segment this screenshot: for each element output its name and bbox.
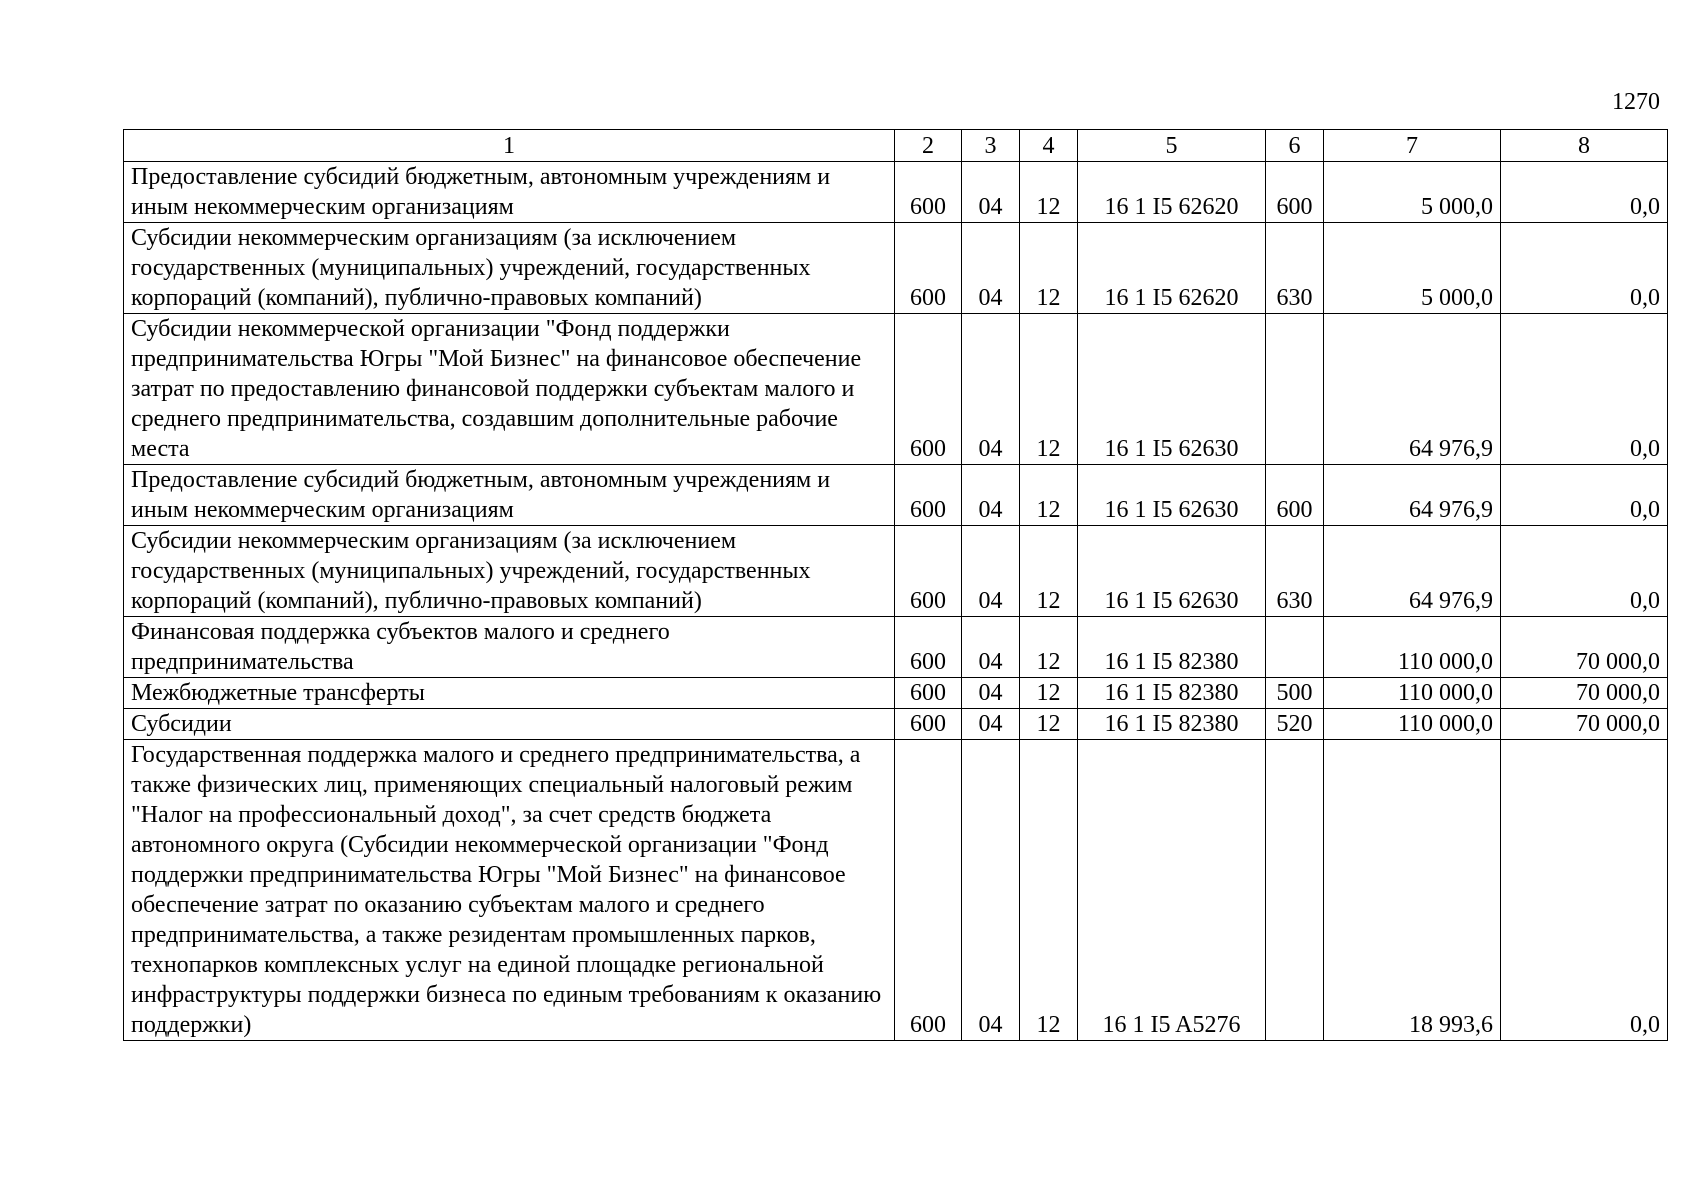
row-col-3: 04 xyxy=(962,162,1020,223)
row-col-8: 70 000,0 xyxy=(1501,678,1668,709)
row-col-7: 18 993,6 xyxy=(1324,740,1501,1041)
header-col-2: 2 xyxy=(895,130,962,162)
header-col-4: 4 xyxy=(1020,130,1078,162)
row-col-4: 12 xyxy=(1020,709,1078,740)
row-col-6: 600 xyxy=(1266,162,1324,223)
row-col-7: 64 976,9 xyxy=(1324,465,1501,526)
row-name: Субсидии некоммерческим организациям (за исключением государственных (муниципальных) учреждений, государственных корпораций (компаний), публично-правовых компаний) xyxy=(124,223,895,314)
row-name: Предоставление субсидий бюджетным, автономным учреждениям и иным некоммерческим организациям xyxy=(124,162,895,223)
row-col-7: 64 976,9 xyxy=(1324,526,1501,617)
row-col-6: 600 xyxy=(1266,465,1324,526)
row-col-8: 70 000,0 xyxy=(1501,709,1668,740)
row-col-6 xyxy=(1266,314,1324,465)
row-col-2: 600 xyxy=(895,162,962,223)
row-col-6: 630 xyxy=(1266,223,1324,314)
row-name: Межбюджетные трансферты xyxy=(124,678,895,709)
row-col-2: 600 xyxy=(895,740,962,1041)
row-col-2: 600 xyxy=(895,678,962,709)
row-col-3: 04 xyxy=(962,740,1020,1041)
row-col-2: 600 xyxy=(895,314,962,465)
header-row xyxy=(124,130,1668,162)
row-col-8: 0,0 xyxy=(1501,740,1668,1041)
row-col-5: 16 1 I5 82380 xyxy=(1078,709,1266,740)
row-col-5: 16 1 I5 82380 xyxy=(1078,678,1266,709)
row-col-3: 04 xyxy=(962,223,1020,314)
row-col-7: 110 000,0 xyxy=(1324,678,1501,709)
header-col-8: 8 xyxy=(1501,130,1668,162)
row-col-3: 04 xyxy=(962,526,1020,617)
row-col-7: 110 000,0 xyxy=(1324,617,1501,678)
table-row xyxy=(124,314,1668,465)
row-col-7: 64 976,9 xyxy=(1324,314,1501,465)
table-row xyxy=(124,617,1668,678)
row-col-8: 0,0 xyxy=(1501,162,1668,223)
row-name: Субсидии xyxy=(124,709,895,740)
row-col-6 xyxy=(1266,617,1324,678)
row-col-2: 600 xyxy=(895,709,962,740)
row-col-6 xyxy=(1266,740,1324,1041)
table-body xyxy=(124,162,1668,1041)
row-col-3: 04 xyxy=(962,678,1020,709)
header-col-1: 1 xyxy=(124,130,895,162)
row-col-7: 5 000,0 xyxy=(1324,162,1501,223)
page-number: 1270 xyxy=(1612,89,1660,115)
row-name: Субсидии некоммерческим организациям (за исключением государственных (муниципальных) учреждений, государственных корпораций (компаний), публично-правовых компаний) xyxy=(124,526,895,617)
table-row xyxy=(124,740,1668,1041)
row-col-5: 16 1 I5 62620 xyxy=(1078,162,1266,223)
row-col-5: 16 1 I5 82380 xyxy=(1078,617,1266,678)
row-name: Финансовая поддержка субъектов малого и среднего предпринимательства xyxy=(124,617,895,678)
row-col-8: 0,0 xyxy=(1501,526,1668,617)
row-col-4: 12 xyxy=(1020,465,1078,526)
table-row xyxy=(124,223,1668,314)
row-col-4: 12 xyxy=(1020,617,1078,678)
table-row xyxy=(124,526,1668,617)
row-col-6: 520 xyxy=(1266,709,1324,740)
row-col-6: 500 xyxy=(1266,678,1324,709)
row-col-3: 04 xyxy=(962,465,1020,526)
row-col-4: 12 xyxy=(1020,223,1078,314)
row-col-8: 0,0 xyxy=(1501,465,1668,526)
row-col-2: 600 xyxy=(895,526,962,617)
row-col-5: 16 1 I5 62630 xyxy=(1078,314,1266,465)
table-row xyxy=(124,465,1668,526)
row-col-7: 110 000,0 xyxy=(1324,709,1501,740)
header-col-7: 7 xyxy=(1324,130,1501,162)
row-col-2: 600 xyxy=(895,617,962,678)
row-name: Государственная поддержка малого и среднего предпринимательства, а также физических лиц, применяющих специальный налоговый режим "Налог на профессиональный доход", за счет средств бюджета автономного округа (Субсидии некоммерческой организации "Фонд поддержки предпринимательства Югры "Мой Бизнес" на финансовое обеспечение затрат по оказанию субъектам малого и среднего предпринимательства, а также резидентам промышленных парков, технопарков комплексных услуг на единой площадке региональной инфраструктуры поддержки бизнеса по единым требованиям к оказанию поддержки) xyxy=(124,740,895,1041)
table-header xyxy=(124,130,1668,162)
row-col-5: 16 1 I5 62620 xyxy=(1078,223,1266,314)
header-col-6: 6 xyxy=(1266,130,1324,162)
header-col-5: 5 xyxy=(1078,130,1266,162)
row-col-5: 16 1 I5 62630 xyxy=(1078,526,1266,617)
row-name: Предоставление субсидий бюджетным, автономным учреждениям и иным некоммерческим организациям xyxy=(124,465,895,526)
row-col-4: 12 xyxy=(1020,678,1078,709)
row-col-3: 04 xyxy=(962,617,1020,678)
header-col-3: 3 xyxy=(962,130,1020,162)
row-col-8: 0,0 xyxy=(1501,314,1668,465)
row-col-3: 04 xyxy=(962,709,1020,740)
row-col-7: 5 000,0 xyxy=(1324,223,1501,314)
budget-table xyxy=(123,129,1668,1041)
row-col-5: 16 1 I5 62630 xyxy=(1078,465,1266,526)
row-col-8: 70 000,0 xyxy=(1501,617,1668,678)
row-col-3: 04 xyxy=(962,314,1020,465)
row-col-4: 12 xyxy=(1020,740,1078,1041)
row-col-8: 0,0 xyxy=(1501,223,1668,314)
row-col-5: 16 1 I5 A5276 xyxy=(1078,740,1266,1041)
row-name: Субсидии некоммерческой организации "Фонд поддержки предпринимательства Югры "Мой Бизнес" на финансовое обеспечение затрат по предоставлению финансовой поддержки субъектам малого и среднего предпринимательства, создавшим дополнительные рабочие места xyxy=(124,314,895,465)
row-col-6: 630 xyxy=(1266,526,1324,617)
table-row xyxy=(124,162,1668,223)
row-col-4: 12 xyxy=(1020,162,1078,223)
table-row xyxy=(124,678,1668,709)
row-col-2: 600 xyxy=(895,223,962,314)
row-col-4: 12 xyxy=(1020,526,1078,617)
table-row xyxy=(124,709,1668,740)
row-col-2: 600 xyxy=(895,465,962,526)
row-col-4: 12 xyxy=(1020,314,1078,465)
